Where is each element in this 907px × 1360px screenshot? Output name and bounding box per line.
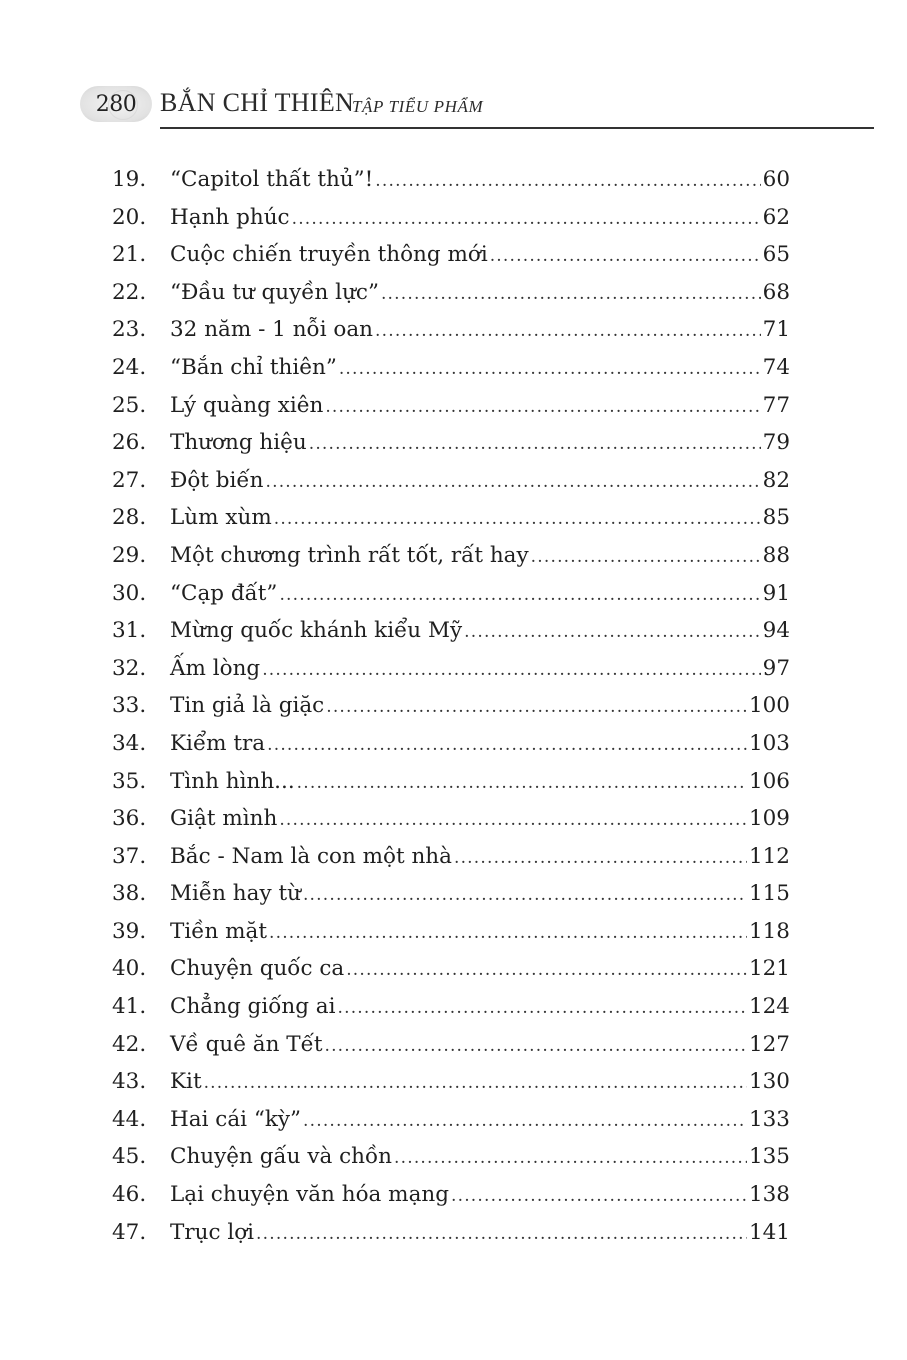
toc-entry-page: 121 xyxy=(748,956,790,982)
toc-entry-number: 32. xyxy=(112,655,147,681)
toc-entry-page: 118 xyxy=(748,918,790,944)
toc-entry-title: Kit xyxy=(170,1069,202,1095)
toc-entry[interactable] xyxy=(112,950,790,988)
toc-entry-page: 97 xyxy=(762,655,790,681)
toc-entry-title: “Bắn chỉ thiên” xyxy=(170,354,337,380)
toc-dot-leader xyxy=(454,840,747,878)
toc-dot-leader xyxy=(297,765,747,803)
toc-dot-leader xyxy=(303,877,747,915)
toc-entry-title: Một chương trình rất tốt, rất hay xyxy=(170,542,529,568)
toc-entry[interactable] xyxy=(112,349,790,387)
toc-entry-page: 71 xyxy=(762,317,790,343)
toc-entry-number: 24. xyxy=(112,354,147,380)
book-subtitle: TẬP TIỂU PHẨM xyxy=(352,97,484,116)
toc-entry-page: 62 xyxy=(762,204,790,230)
toc-dot-leader xyxy=(324,1028,746,1066)
toc-entry-page: 65 xyxy=(762,242,790,268)
toc-dot-leader xyxy=(279,802,747,840)
toc-dot-leader xyxy=(292,201,761,239)
toc-entry-number: 39. xyxy=(112,918,147,944)
toc-entry[interactable] xyxy=(112,161,790,199)
toc-entry-page: 91 xyxy=(762,580,790,606)
toc-entry-title: Miễn hay từ xyxy=(170,881,301,907)
toc-dot-leader xyxy=(269,915,747,953)
toc-entry[interactable] xyxy=(112,913,790,951)
toc-dot-leader xyxy=(326,689,747,727)
toc-entry-title: Hai cái “kỳ” xyxy=(170,1106,302,1132)
toc-entry-title: Về quê ăn Tết xyxy=(170,1031,323,1057)
toc-entry-page: 106 xyxy=(748,768,790,794)
page-number: 280 xyxy=(95,91,137,117)
toc-entry-page: 88 xyxy=(762,542,790,568)
toc-dot-leader xyxy=(309,426,761,464)
toc-entry-page: 60 xyxy=(762,167,790,192)
toc-entry-number: 44. xyxy=(112,1106,147,1132)
toc-entry[interactable] xyxy=(112,838,790,876)
toc-dot-leader xyxy=(451,1178,747,1216)
toc-entry-page: 133 xyxy=(748,1106,790,1132)
toc-entry[interactable] xyxy=(112,800,790,838)
toc-entry[interactable] xyxy=(112,1063,790,1101)
toc-entry-title: Giật mình xyxy=(170,806,278,832)
toc-entry-number: 42. xyxy=(112,1031,147,1057)
toc-entry[interactable] xyxy=(112,763,790,801)
toc-entry-number: 43. xyxy=(112,1069,147,1095)
toc-entry[interactable] xyxy=(112,537,790,575)
toc-dot-leader xyxy=(531,539,761,577)
toc-entry[interactable] xyxy=(112,387,790,425)
toc-entry-title: Ấm lòng xyxy=(170,655,261,681)
toc-entry-number: 47. xyxy=(112,1219,147,1245)
toc-dot-leader xyxy=(266,464,761,502)
toc-entry-title: “Cạp đất” xyxy=(170,580,278,606)
toc-entry-title: Trục lợi xyxy=(170,1219,255,1245)
toc-entry-page: 141 xyxy=(748,1219,790,1245)
toc-dot-leader xyxy=(375,163,760,201)
toc-entry-number: 34. xyxy=(112,730,147,756)
toc-entry[interactable] xyxy=(112,311,790,349)
toc-entry-number: 23. xyxy=(112,317,147,343)
toc-entry-title: Chuyện gấu và chồn xyxy=(170,1144,393,1170)
toc-dot-leader xyxy=(256,1216,747,1254)
toc-entry-title: “Đầu tư quyền lực” xyxy=(170,279,379,305)
toc-entry[interactable] xyxy=(112,1101,790,1139)
toc-dot-leader xyxy=(325,389,760,427)
toc-entry-number: 22. xyxy=(112,279,147,305)
toc-entry-number: 45. xyxy=(112,1144,147,1170)
toc-entry-page: 103 xyxy=(748,730,790,756)
header-divider xyxy=(160,127,874,129)
toc-entry-title: Kiểm tra xyxy=(170,730,266,756)
toc-dot-leader xyxy=(346,952,747,990)
toc-entry-number: 46. xyxy=(112,1182,147,1208)
toc-entry-title: Tình hình... xyxy=(170,768,295,794)
toc-dot-leader xyxy=(204,1065,747,1103)
toc-entry-title: Cuộc chiến truyền thông mới xyxy=(170,242,488,268)
toc-entry-page: 79 xyxy=(762,430,790,456)
toc-dot-leader xyxy=(490,238,761,276)
toc-entry[interactable] xyxy=(112,575,790,613)
toc-entry-title: Bắc - Nam là con một nhà xyxy=(170,843,452,869)
toc-entry-page: 109 xyxy=(748,806,790,832)
toc-entry-number: 20. xyxy=(112,204,147,230)
toc-dot-leader xyxy=(375,313,761,351)
toc-dot-leader xyxy=(339,351,761,389)
page-number-badge xyxy=(80,86,152,122)
toc-entry-page: 115 xyxy=(748,881,790,907)
toc-entry-page: 127 xyxy=(748,1031,790,1057)
toc-entry-page: 74 xyxy=(762,354,790,380)
toc-entry-number: 25. xyxy=(112,392,147,418)
toc-entry[interactable] xyxy=(112,1214,790,1252)
toc-entry-title: 32 năm - 1 nỗi oan xyxy=(170,317,374,343)
toc-entry-page: 68 xyxy=(762,279,790,305)
toc-entry-title: Tin giả là giặc xyxy=(170,693,325,719)
toc-entry[interactable] xyxy=(112,687,790,725)
toc-entry-title: Mừng quốc khánh kiểu Mỹ xyxy=(170,618,463,644)
toc-entry[interactable] xyxy=(112,612,790,650)
running-header xyxy=(80,84,794,132)
toc-entry[interactable] xyxy=(112,424,790,462)
toc-entry-number: 38. xyxy=(112,881,147,907)
toc-dot-leader xyxy=(274,501,761,539)
toc-entry[interactable] xyxy=(112,988,790,1026)
toc-entry[interactable] xyxy=(112,236,790,274)
table-of-contents xyxy=(112,161,790,1251)
toc-entry-title: Hạnh phúc xyxy=(170,204,290,230)
toc-entry-page: 124 xyxy=(748,994,790,1020)
toc-entry-title: Lý quàng xiên xyxy=(170,392,324,418)
toc-entry-title: Lại chuyện văn hóa mạng xyxy=(170,1182,449,1208)
toc-entry[interactable] xyxy=(112,274,790,312)
toc-entry[interactable] xyxy=(112,725,790,763)
toc-entry[interactable] xyxy=(112,1138,790,1176)
book-title: BẮN CHỈ THIÊN xyxy=(160,88,355,117)
toc-entry-title: Chẳng giống ai xyxy=(170,994,336,1020)
toc-dot-leader xyxy=(303,1103,747,1141)
toc-entry-number: 26. xyxy=(112,430,147,456)
toc-dot-leader xyxy=(381,276,761,314)
toc-entry[interactable] xyxy=(112,1176,790,1214)
toc-entry-number: 21. xyxy=(112,242,147,268)
toc-entry-page: 77 xyxy=(762,392,790,418)
toc-dot-leader xyxy=(394,1140,747,1178)
toc-entry-page: 94 xyxy=(762,618,790,644)
toc-dot-leader xyxy=(262,652,760,690)
toc-entry[interactable] xyxy=(112,499,790,537)
toc-entry-number: 40. xyxy=(112,956,147,982)
toc-entry-number: 33. xyxy=(112,693,147,719)
toc-entry[interactable] xyxy=(112,650,790,688)
toc-entry-number: 31. xyxy=(112,618,147,644)
toc-entry-number: 35. xyxy=(112,768,147,794)
toc-dot-leader xyxy=(267,727,747,765)
toc-entry-number: 37. xyxy=(112,843,147,869)
toc-entry-page: 85 xyxy=(762,505,790,531)
toc-entry[interactable] xyxy=(112,875,790,913)
toc-dot-leader xyxy=(464,614,761,652)
toc-entry-page: 100 xyxy=(748,693,790,719)
toc-entry-title: Lùm xùm xyxy=(170,505,272,531)
toc-entry-title: “Capitol thất thủ”! xyxy=(170,167,374,192)
toc-dot-leader xyxy=(279,577,760,615)
toc-entry-title: Tiền mặt xyxy=(170,918,267,944)
toc-entry-title: Chuyện quốc ca xyxy=(170,956,345,982)
toc-entry-page: 112 xyxy=(748,843,790,869)
toc-entry-number: 29. xyxy=(112,542,147,568)
toc-entry-page: 82 xyxy=(762,467,790,493)
toc-entry-number: 41. xyxy=(112,994,147,1020)
toc-entry-number: 19. xyxy=(112,167,147,192)
toc-entry-title: Đột biến xyxy=(170,467,264,493)
toc-entry-number: 30. xyxy=(112,580,147,606)
toc-dot-leader xyxy=(338,990,747,1028)
toc-entry[interactable] xyxy=(112,199,790,237)
toc-entry[interactable] xyxy=(112,1026,790,1064)
toc-entry[interactable] xyxy=(112,462,790,500)
toc-entry-page: 135 xyxy=(748,1144,790,1170)
toc-entry-title: Thương hiệu xyxy=(170,430,307,456)
toc-entry-page: 130 xyxy=(748,1069,790,1095)
toc-entry-number: 28. xyxy=(112,505,147,531)
toc-entry-number: 27. xyxy=(112,467,147,493)
toc-entry-page: 138 xyxy=(748,1182,790,1208)
toc-entry-number: 36. xyxy=(112,806,147,832)
